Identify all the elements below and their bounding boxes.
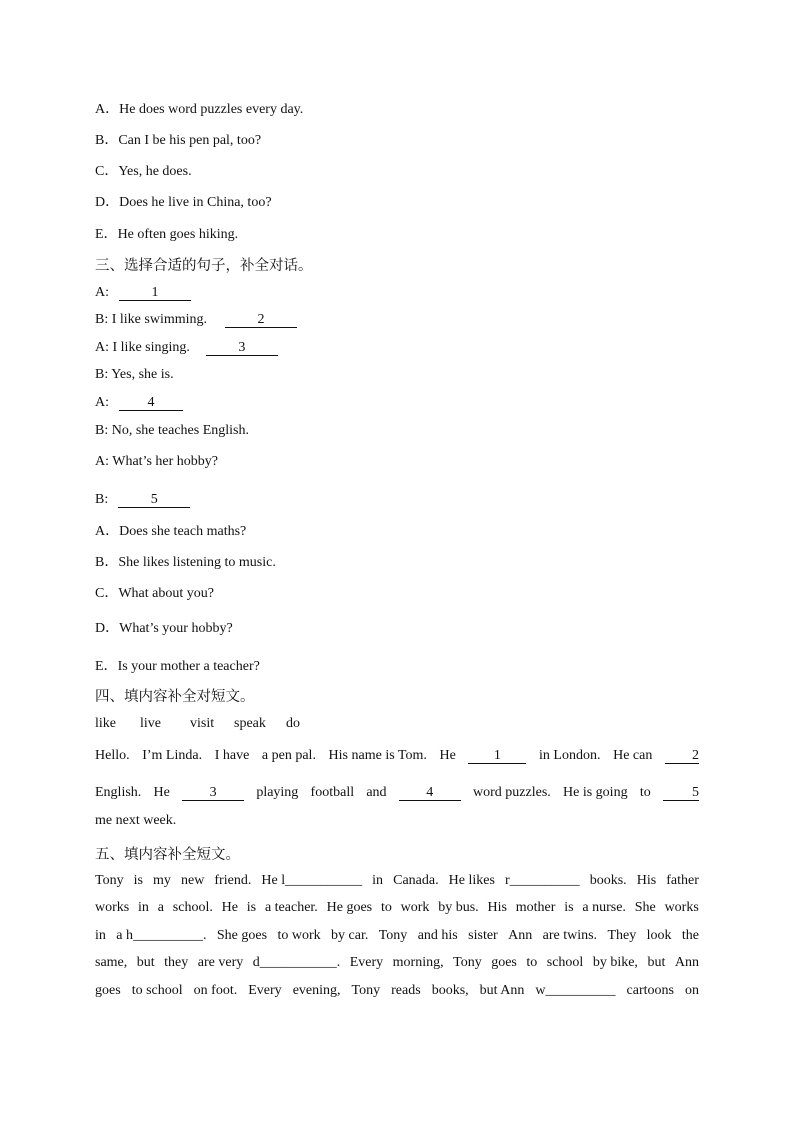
option-text: Can I be his pen pal, too?: [118, 133, 262, 148]
option-letter: A．: [95, 524, 120, 539]
section4-heading: 四、填内容补全对短文。: [95, 689, 255, 705]
word: my: [153, 873, 171, 888]
option-text: Does he live in China, too?: [119, 195, 272, 210]
word: school.: [172, 900, 213, 915]
fill-blank[interactable]: w__________: [535, 983, 616, 998]
word-bank-item: live: [140, 716, 161, 731]
answer-blank[interactable]: 5: [663, 785, 699, 801]
word: a pen pal.: [261, 748, 316, 763]
word-bank-item: visit: [190, 716, 215, 731]
option-text: He does word puzzles every day.: [119, 102, 304, 117]
word: goes: [491, 955, 517, 970]
word: but: [647, 955, 666, 970]
dialogue-text: I like singing.: [112, 340, 190, 355]
word: morning,: [392, 955, 444, 970]
option-letter: D．: [95, 621, 120, 636]
option-letter: E．: [95, 227, 118, 242]
word: is: [564, 900, 574, 915]
word: by bike,: [592, 955, 638, 970]
word: and: [366, 785, 387, 800]
option-letter: D．: [95, 195, 120, 210]
word-bank-item: do: [286, 716, 300, 731]
dialogue-line: [95, 492, 190, 508]
word: English.: [95, 785, 142, 800]
option-d: [95, 617, 233, 637]
word: on: [685, 983, 699, 998]
word: She goes: [216, 928, 268, 943]
option-letter: C．: [95, 164, 119, 179]
answer-blank[interactable]: 4: [399, 785, 461, 801]
word: to work: [277, 928, 321, 943]
dialogue-line: [95, 395, 183, 411]
option-letter: C．: [95, 586, 119, 601]
word: Every: [349, 955, 384, 970]
fill-blank[interactable]: a h__________.: [116, 928, 207, 943]
option-a: [95, 520, 246, 540]
option-letter: B．: [95, 555, 119, 570]
dialogue-line: [95, 312, 297, 328]
word: they: [164, 955, 189, 970]
passage-line: [95, 873, 699, 889]
word: friend.: [214, 873, 252, 888]
word: the: [681, 928, 699, 943]
option-letter: A．: [95, 102, 120, 117]
option-b: [95, 551, 276, 571]
word: in: [138, 900, 149, 915]
dialogue-line: [95, 367, 174, 383]
word: mother: [515, 900, 556, 915]
word: cartoons: [626, 983, 674, 998]
word: He is going: [563, 785, 628, 800]
option-text: What’s your hobby?: [119, 621, 233, 636]
word: evening,: [292, 983, 341, 998]
speaker: A:: [95, 285, 109, 300]
word: He likes: [448, 873, 495, 888]
word: Canada.: [393, 873, 439, 888]
answer-blank[interactable]: 3: [206, 340, 278, 356]
section3-heading: 三、选择合适的句子，补全对话。: [95, 258, 313, 274]
word: Tony: [351, 983, 381, 998]
option-letter: B．: [95, 133, 119, 148]
answer-blank[interactable]: 2: [225, 312, 297, 328]
fill-blank[interactable]: He l___________: [261, 873, 363, 888]
word: Hello.: [95, 748, 130, 763]
word: He: [439, 748, 456, 763]
word: books.: [589, 873, 627, 888]
word: to school: [131, 983, 183, 998]
speaker: A:: [95, 395, 109, 410]
answer-blank[interactable]: 1: [119, 285, 191, 301]
word: Tony: [378, 928, 408, 943]
option-e: [95, 655, 260, 675]
dialogue-text: I like swimming.: [111, 312, 208, 327]
option-c: [95, 582, 214, 602]
dialogue-text: No, she teaches English.: [111, 423, 249, 438]
word: to: [526, 955, 538, 970]
option-d: [95, 191, 272, 211]
word: and his: [417, 928, 458, 943]
dialogue-line: [95, 285, 191, 301]
dialogue-text: What’s her hobby?: [112, 454, 218, 469]
word: playing: [256, 785, 299, 800]
passage-line: [95, 983, 699, 999]
word: by car.: [331, 928, 369, 943]
word: on foot.: [193, 983, 238, 998]
answer-blank[interactable]: 5: [118, 492, 190, 508]
fill-blank[interactable]: d___________.: [252, 955, 341, 970]
dialogue-text: Yes, she is.: [111, 367, 174, 382]
option-letter: E．: [95, 659, 118, 674]
word-bank: [95, 716, 300, 732]
word: Every: [248, 983, 282, 998]
word: a teacher.: [264, 900, 318, 915]
word: a: [157, 900, 164, 915]
word: father: [666, 873, 699, 888]
option-c: [95, 160, 192, 180]
word: He: [153, 785, 170, 800]
option-text: She likes listening to music.: [118, 555, 276, 570]
word: books,: [431, 983, 469, 998]
dialogue-line: [95, 423, 249, 439]
word: to: [380, 900, 392, 915]
passage-line: [95, 785, 699, 801]
word: to: [639, 785, 651, 800]
word: His: [636, 873, 657, 888]
speaker: B:: [95, 367, 109, 382]
word: He goes: [326, 900, 373, 915]
speaker: B:: [95, 312, 109, 327]
word: Ann: [674, 955, 699, 970]
answer-blank[interactable]: 3: [182, 785, 244, 801]
word: His name is Tom.: [328, 748, 427, 763]
passage-line: [95, 748, 699, 764]
word: Tony: [95, 873, 124, 888]
word: They: [607, 928, 637, 943]
word: I have: [214, 748, 250, 763]
word: a nurse.: [582, 900, 626, 915]
answer-blank[interactable]: 4: [119, 395, 183, 411]
word: same,: [95, 955, 128, 970]
speaker: A:: [95, 454, 109, 469]
word: I’m Linda.: [142, 748, 203, 763]
option-e: [95, 223, 238, 243]
word: reads: [391, 983, 421, 998]
word: by bus.: [438, 900, 479, 915]
option-text: Is your mother a teacher?: [117, 659, 260, 674]
word: is: [246, 900, 257, 915]
answer-blank[interactable]: 1: [468, 748, 526, 764]
word: is: [133, 873, 143, 888]
word: Tony: [453, 955, 482, 970]
word: She: [634, 900, 656, 915]
word: works: [95, 900, 130, 915]
word: are very: [197, 955, 244, 970]
word: He can: [613, 748, 653, 763]
word: goes: [95, 983, 121, 998]
word: look: [646, 928, 672, 943]
speaker: B:: [95, 423, 109, 438]
word: but Ann: [479, 983, 525, 998]
option-text: Yes, he does.: [118, 164, 192, 179]
option-text: He often goes hiking.: [117, 227, 239, 242]
word-bank-item: like: [95, 716, 116, 731]
option-text: Does she teach maths?: [119, 524, 247, 539]
word: in: [95, 928, 106, 943]
option-text: What about you?: [118, 586, 214, 601]
word: sister: [468, 928, 498, 943]
passage-line: [95, 900, 699, 916]
option-b: [95, 129, 261, 149]
word-bank-item: speak: [234, 716, 266, 731]
answer-blank[interactable]: 2: [665, 748, 699, 764]
word: school: [546, 955, 584, 970]
word: work: [400, 900, 430, 915]
word: His: [487, 900, 507, 915]
word: but: [136, 955, 155, 970]
speaker: A:: [95, 340, 109, 355]
speaker: B:: [95, 492, 109, 507]
passage-line: me next week.: [95, 813, 177, 828]
word: word puzzles.: [473, 785, 551, 800]
dialogue-line: [95, 454, 218, 470]
word: football: [310, 785, 355, 800]
fill-blank[interactable]: r__________: [505, 873, 580, 888]
passage-line: [95, 955, 699, 971]
section5-heading: 五、填内容补全短文。: [95, 847, 240, 863]
word: Ann: [508, 928, 533, 943]
word: in: [372, 873, 384, 888]
passage-line: [95, 928, 699, 944]
word: in London.: [539, 748, 601, 763]
word: new: [181, 873, 205, 888]
dialogue-line: [95, 340, 278, 356]
option-a: [95, 98, 303, 118]
word: He: [221, 900, 238, 915]
word: are twins.: [542, 928, 598, 943]
word: works: [664, 900, 699, 915]
